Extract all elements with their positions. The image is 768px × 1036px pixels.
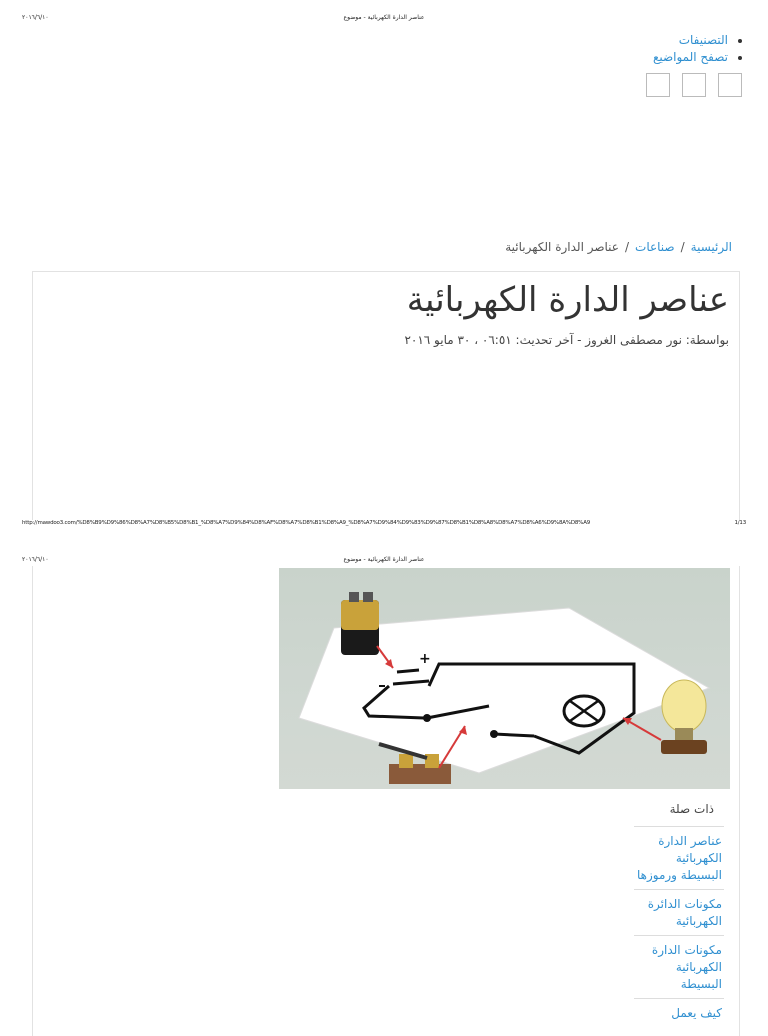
- battery-symbol: [397, 670, 419, 672]
- nav-browse-topics-link[interactable]: تصفح المواضيع: [652, 50, 728, 64]
- print-header: [0, 14, 768, 28]
- circuit-illustration: [279, 568, 730, 789]
- share-button[interactable]: [682, 73, 706, 97]
- breadcrumb-section[interactable]: صناعات: [635, 240, 675, 254]
- breadcrumb: [505, 240, 732, 254]
- print-page-2: [0, 546, 768, 1024]
- circuit-wire: [494, 734, 534, 736]
- related-link[interactable]: مكونات الدائرة الكهربائية: [634, 890, 724, 936]
- battery-plus: +: [419, 651, 431, 667]
- related-link[interactable]: عناصر الدارة الكهربائية البسيطة ورموزها: [634, 827, 724, 890]
- breadcrumb-current: عناصر الدارة الكهربائية: [505, 240, 619, 254]
- breadcrumb-separator: /: [624, 240, 630, 254]
- share-buttons: [646, 73, 742, 97]
- print-url: http://mawdoo3.com/%D8%B9%D9%86%D8%A7%D8%B5%D8%B1_%D8%A7%D9%84%D8%AF%D8%A7%D8%B1%D8%A9_%D8%A7%D9%84%D9%83%D9%87%D8%B1%D8%A8%D8%A7%D8%A6%D9%8A%D8%A9: [22, 520, 591, 526]
- page-title: عناصر الدارة الكهربائية: [406, 280, 729, 320]
- breadcrumb-home[interactable]: الرئيسية: [690, 240, 732, 254]
- share-button[interactable]: [718, 73, 742, 97]
- article-container: [32, 271, 740, 520]
- nav-categories-link[interactable]: التصنيفات: [678, 33, 728, 47]
- print-date: ٢٠١٦/٦/١٠: [22, 14, 49, 21]
- print-page-title: عناصر الدارة الكهربائية - موضوع: [343, 14, 425, 21]
- related-heading: ذات صلة: [634, 802, 724, 827]
- battery-icon: [341, 592, 379, 655]
- breadcrumb-separator: /: [680, 240, 685, 254]
- related-sidebar: [634, 802, 724, 1027]
- print-page-number: 1/13: [730, 520, 746, 526]
- print-footer: [22, 520, 746, 530]
- circuit-image: [279, 568, 730, 789]
- related-link[interactable]: كيف يعمل: [671, 1006, 722, 1020]
- print-date: ٢٠١٦/٦/١٠: [22, 556, 49, 563]
- related-link[interactable]: مكونات الدارة الكهربائية البسيطة: [634, 936, 724, 999]
- share-button[interactable]: [646, 73, 670, 97]
- bulb-icon: [661, 680, 707, 754]
- print-page-title: عناصر الدارة الكهربائية - موضوع: [343, 556, 425, 563]
- article-meta: بواسطة: نور مصطفى الغروز - آخر تحديث: ٠٦:٥١ ، ٣٠ مايو ٢٠١٦: [404, 333, 729, 347]
- top-nav: [653, 32, 742, 66]
